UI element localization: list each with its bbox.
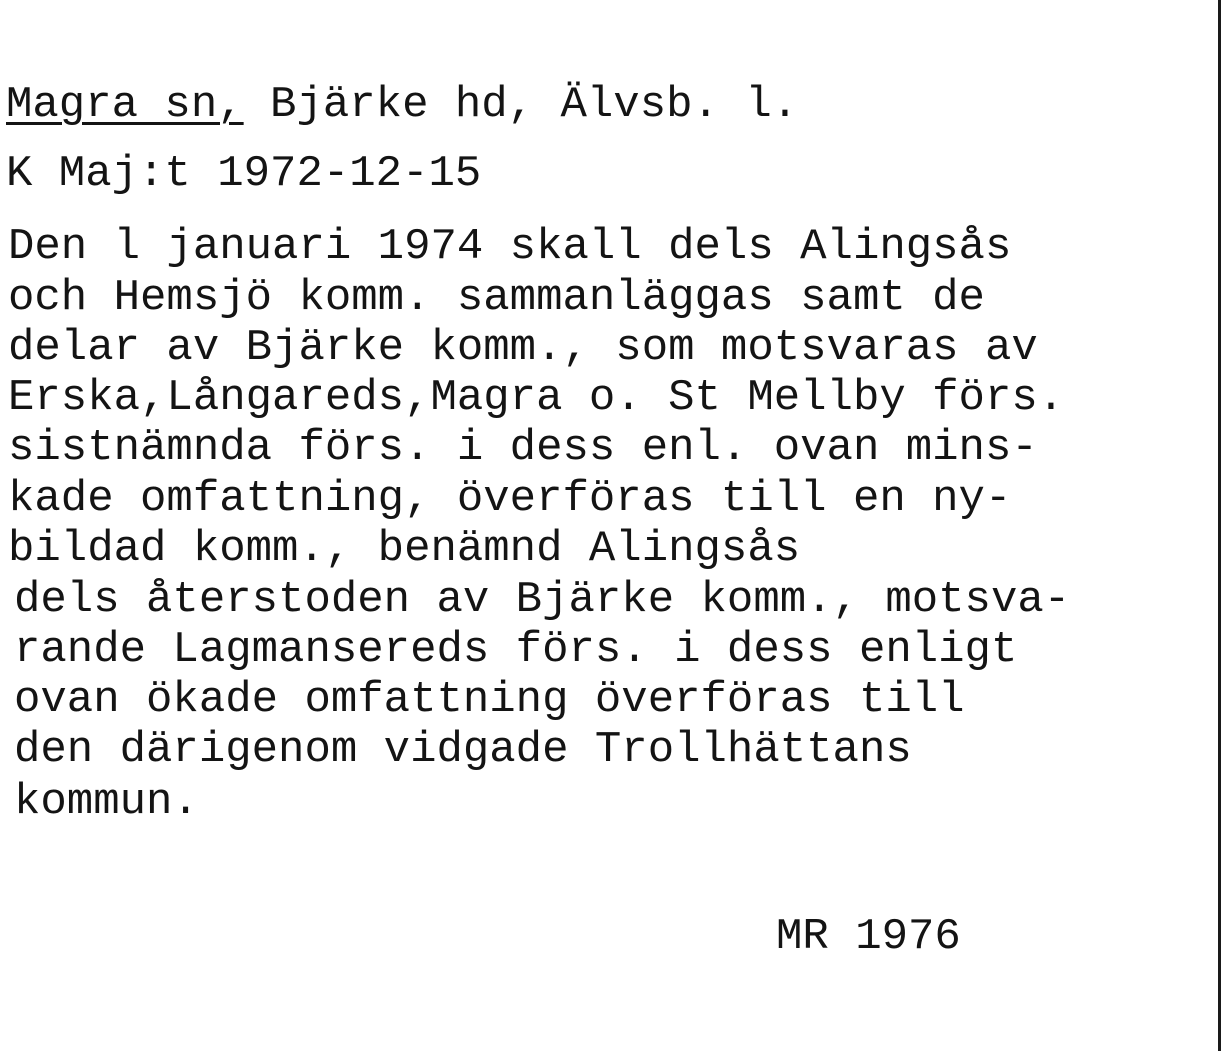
body-line-11: den därigenom vidgade Trollhättans [14,725,912,775]
body-line-4: Erska,Långareds,Magra o. St Mellby förs. [8,373,1065,423]
body-line-2: och Hemsjö komm. sammanläggas samt de [8,273,985,323]
body-line-8: dels återstoden av Bjärke komm., motsva- [14,575,1071,625]
signature-year: MR 1976 [776,912,961,962]
body-line-3: delar av Bjärke komm., som motsvaras av [8,323,1038,373]
card-right-edge [1218,0,1221,1051]
body-line-7: bildad komm., benämnd Alingsås [8,524,801,574]
body-line-12: kommun. [14,777,199,827]
parish-name: Magra sn, [6,80,244,130]
heading-district: Bjärke hd, Älvsb. l. [243,80,799,130]
card-heading [6,80,799,130]
body-line-6: kade omfattning, överföras till en ny- [8,474,1012,524]
decision-date: K Maj:t 1972-12-15 [6,149,482,199]
body-line-5: sistnämnda förs. i dess enl. ovan mins- [8,423,1038,473]
body-line-1: Den l januari 1974 skall dels Alingsås [8,222,1012,272]
body-line-9: rande Lagmansereds förs. i dess enligt [14,625,1018,675]
body-line-10: ovan ökade omfattning överföras till [14,675,965,725]
